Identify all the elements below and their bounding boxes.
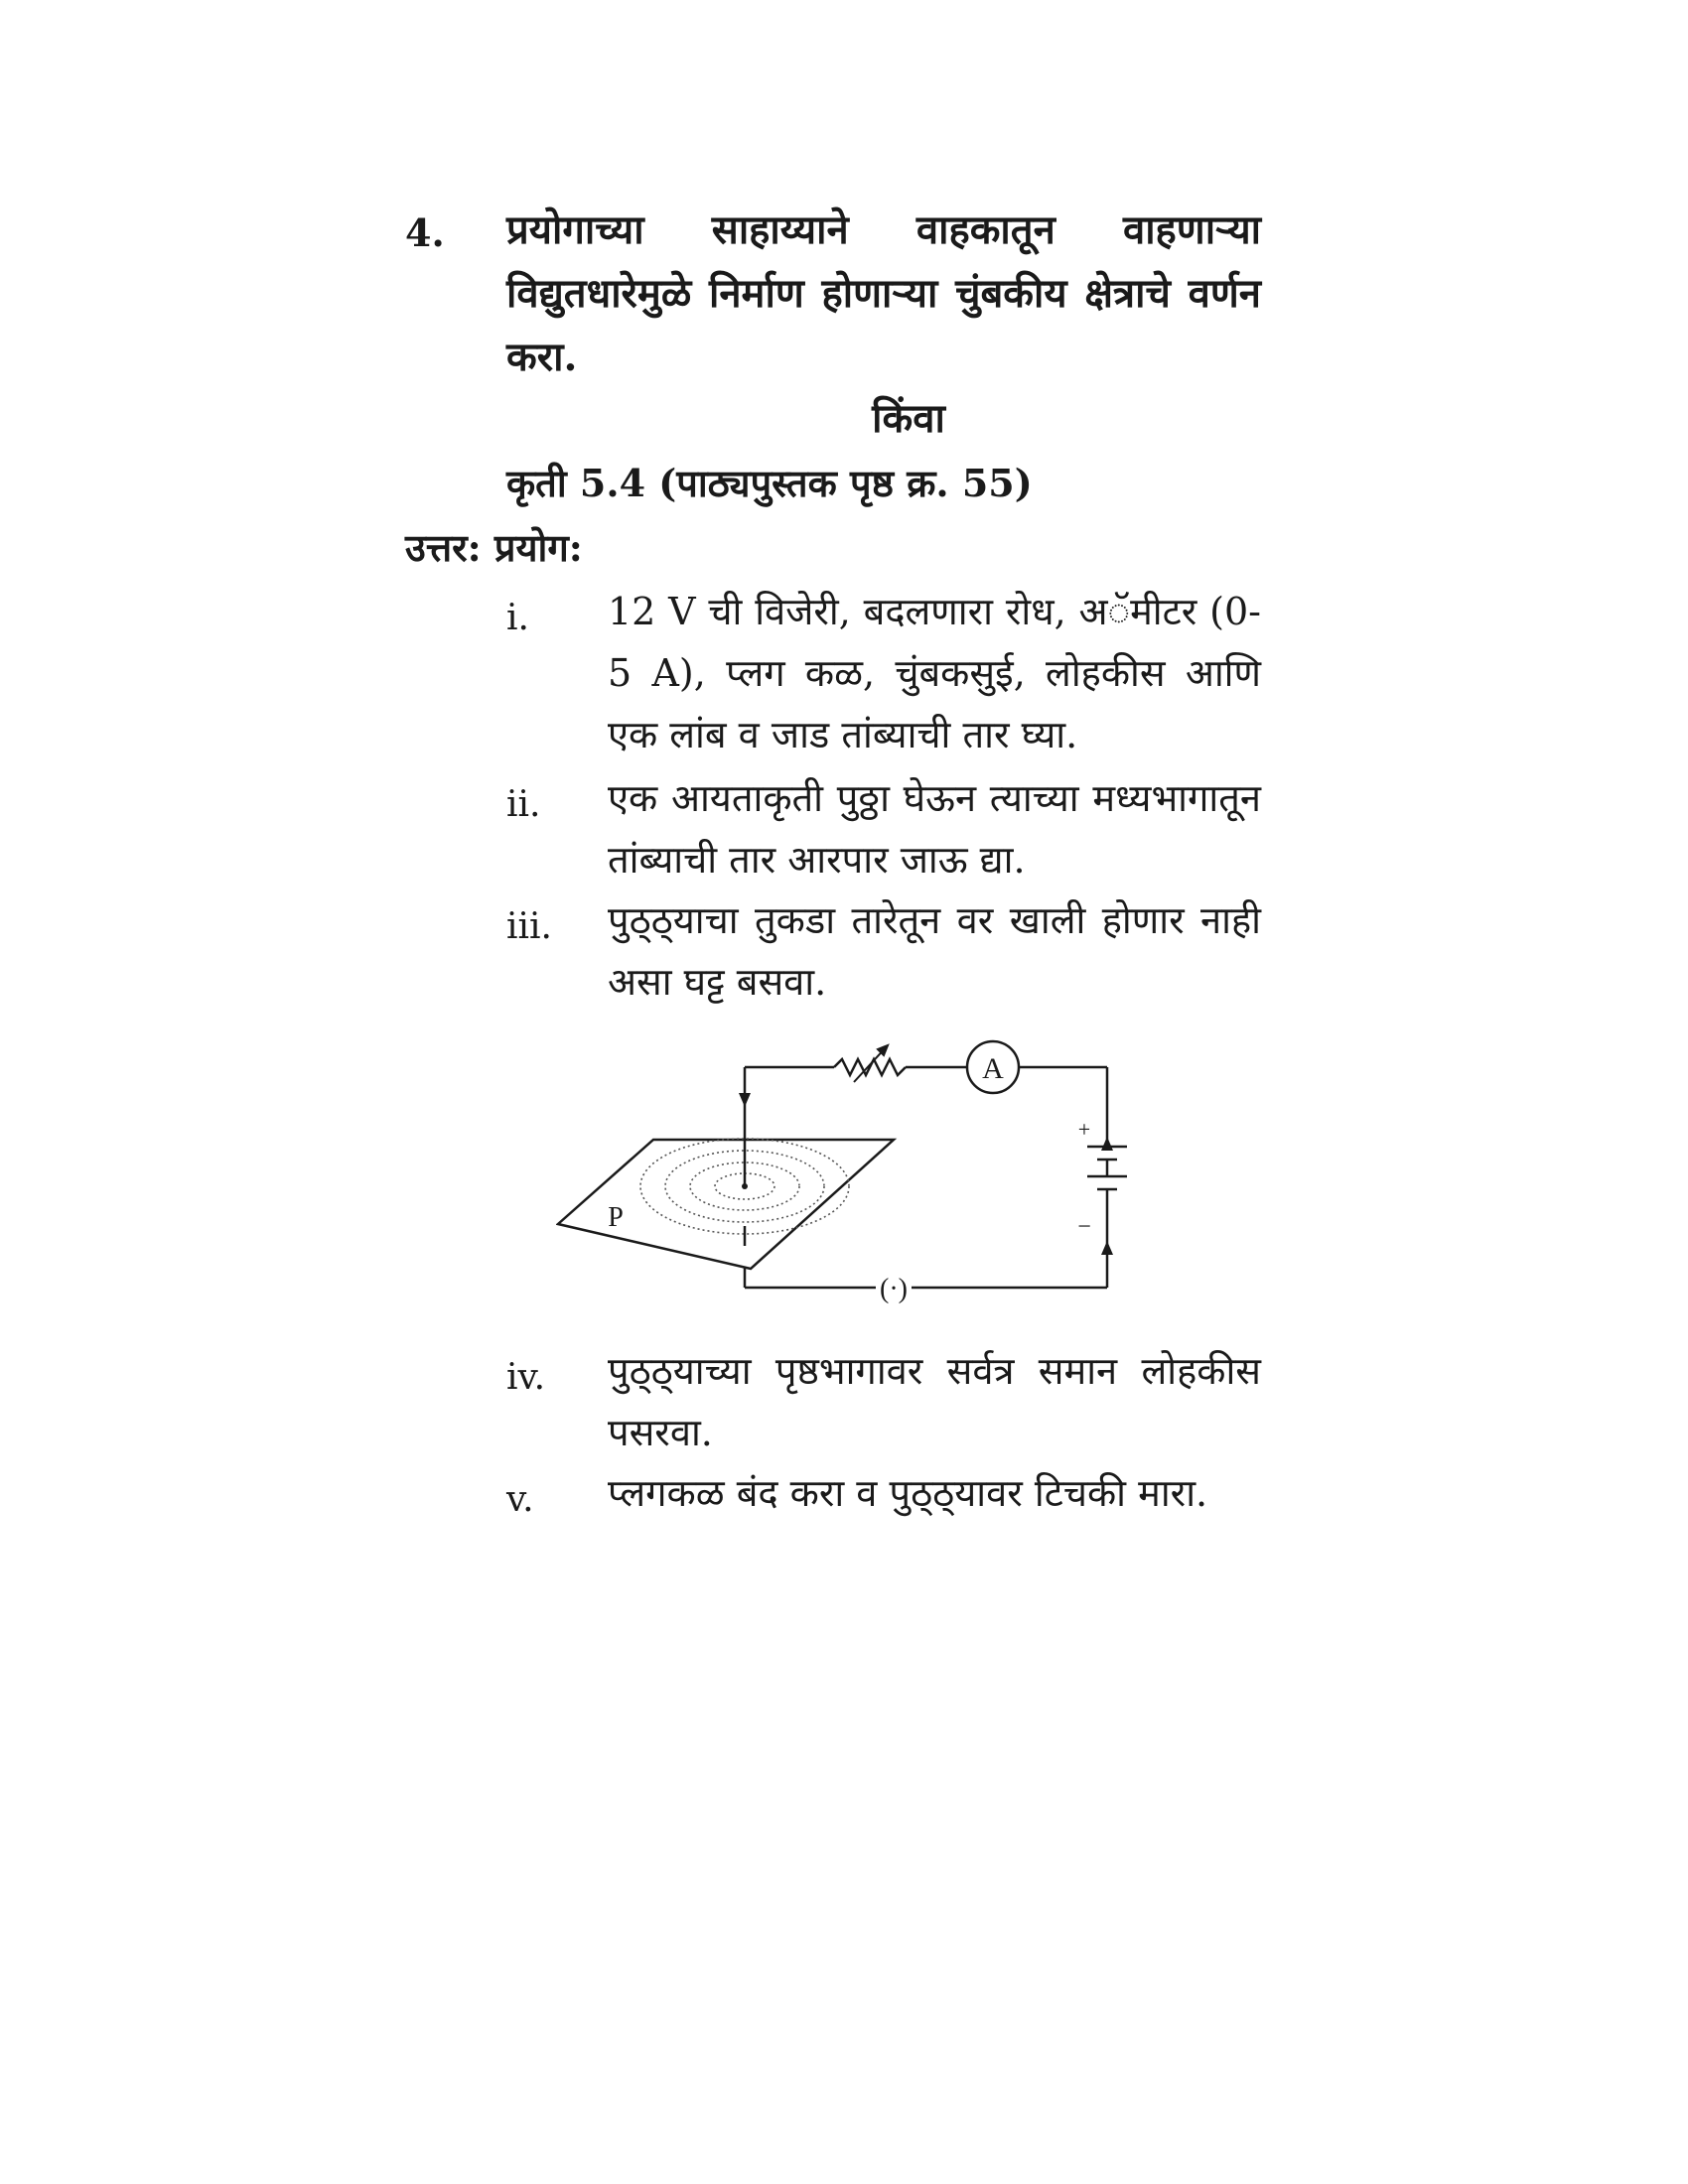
step-number-2: ii.: [506, 784, 541, 825]
ammeter-icon: [967, 1041, 1019, 1093]
ammeter-label: A: [982, 1052, 1004, 1085]
battery-icon: [1087, 1147, 1127, 1196]
step-number-1: i.: [506, 598, 529, 638]
magnetic-field-circuit-diagram: [556, 1037, 1132, 1335]
step-text-5: प्लगकळ बंद करा व पुठ्ठ्यावर टिचकी मारा.: [608, 1471, 1208, 1515]
plug-key: (·): [880, 1274, 908, 1304]
question-text: प्रयोगाच्या साहाय्याने वाहकातून वाहणाऱ्या विद्युतधारेमुळे निर्माण होणाऱ्या चुंबकीय क्षेत्राचे वर्णन करा.: [506, 206, 1261, 380]
step-text-1: 12 V ची विजेरी, बदलणारा रोध, अॅमीटर (0-5 A), प्लग कळ, चुंबकसुई, लोहकीस आणि एक लांब व जाड तांब्याची तार घ्या.: [608, 590, 1261, 756]
step-text-3: पुठ्ठ्याचा तुकडा तारेतून वर खाली होणार नाही असा घट्ट बसवा.: [608, 898, 1261, 1004]
battery-plus-sign: +: [1077, 1117, 1091, 1142]
answer-label: उत्तर: प्रयोग:: [405, 525, 583, 570]
step-text-4: पुठ्ठ्याच्या पृष्ठभागावर सर्वत्र समान लोहकीस पसरवा.: [608, 1349, 1261, 1454]
question-number: 4.: [405, 210, 445, 255]
step-number-4: iv.: [506, 1357, 546, 1398]
step-text-2: एक आयताकृती पुठ्ठा घेऊन त्याच्या मध्यभागातून तांब्याची तार आरपार जाऊ द्या.: [608, 776, 1261, 882]
battery-minus-sign: −: [1077, 1214, 1091, 1240]
activity-reference: कृती 5.4 (पाठ्यपुस्तक पृष्ठ क्र. 55): [506, 461, 1033, 505]
plane-label: P: [608, 1202, 624, 1233]
or-separator: किंवा: [872, 395, 945, 442]
step-number-3: iii.: [506, 906, 552, 947]
step-number-5: v.: [506, 1479, 534, 1520]
